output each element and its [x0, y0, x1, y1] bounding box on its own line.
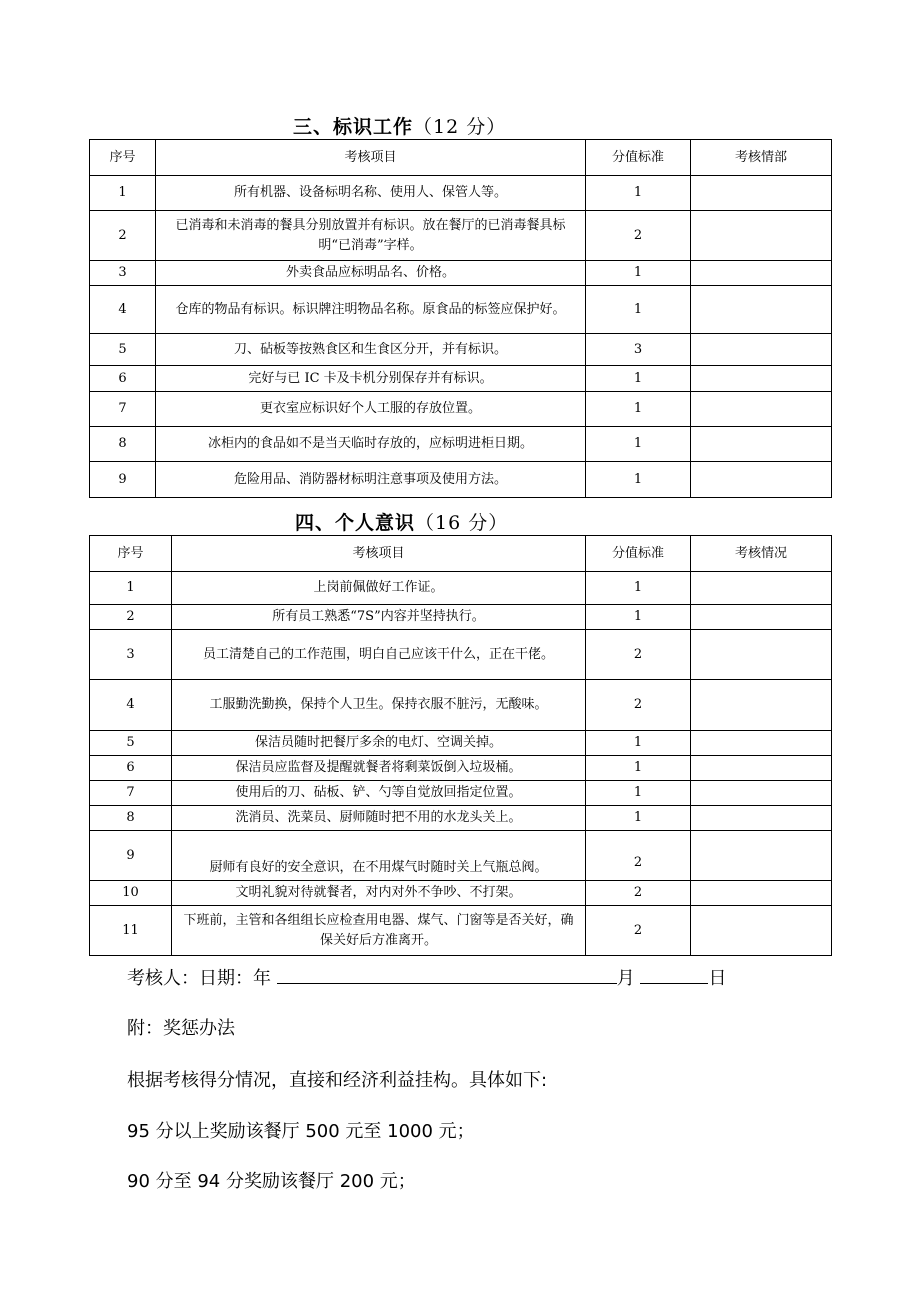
- row-item: 文明礼貌对待就餐者，对内对外不争吵、不打架。: [172, 881, 586, 906]
- row-item: 危险用品、消防器材标明注意事项及使用方法。: [156, 462, 586, 498]
- assessor-date-line: [127, 964, 726, 990]
- day-label: 日: [708, 968, 727, 989]
- basis-text: 根据考核得分情况，直接和经济利益挂构。具体如下:: [127, 1070, 548, 1091]
- row-result: [691, 392, 832, 427]
- row-score: 1: [586, 261, 691, 286]
- row-result: [691, 806, 832, 831]
- row-result: [691, 211, 832, 261]
- row-item: 刀、砧板等按熟食区和生食区分开，并有标识。: [156, 334, 586, 366]
- header-no: 序号: [90, 140, 156, 176]
- table-row: [90, 831, 832, 881]
- row-score: 1: [586, 176, 691, 211]
- row-no: 3: [90, 261, 156, 286]
- day-blank: [640, 965, 708, 984]
- table-header-row: [90, 536, 832, 572]
- row-no: 5: [90, 731, 172, 756]
- section4-title: [295, 508, 508, 535]
- row-score: 2: [586, 881, 691, 906]
- row-item: 更衣室应标识好个人工服的存放位置。: [156, 392, 586, 427]
- header-item: 考核项目: [156, 140, 586, 176]
- row-score: 2: [586, 906, 691, 956]
- table-row: [90, 211, 832, 261]
- section3-title-text: 三、标识工作: [293, 116, 414, 138]
- row-item: 已消毒和未消毒的餐具分别放置并有标识。放在餐厅的已消毒餐具标明“已消毒”字样。: [156, 211, 586, 261]
- section3-title: [293, 112, 506, 139]
- row-no: 9: [90, 462, 156, 498]
- row-score: 1: [586, 366, 691, 392]
- row-no: 8: [90, 427, 156, 462]
- table-row: [90, 605, 832, 630]
- row-score: 1: [586, 286, 691, 334]
- row-no: 5: [90, 334, 156, 366]
- row-item: 厨师有良好的安全意识，在不用煤气时随时关上气瓶总阀。: [172, 831, 586, 881]
- row-result: [691, 176, 832, 211]
- table-row: [90, 261, 832, 286]
- row-score: 1: [586, 781, 691, 806]
- row-item: 保洁员随时把餐厅多余的电灯、空调关掉。: [172, 731, 586, 756]
- section4-points: （16 分）: [415, 512, 509, 534]
- row-item: 工服勤洗勤换，保持个人卫生。保持衣服不脏污，无酸味。: [172, 680, 586, 731]
- row-no: 2: [90, 211, 156, 261]
- header-score: 分值标准: [586, 140, 691, 176]
- table-row: [90, 680, 832, 731]
- row-item: 仓库的物品有标识。标识牌注明物品名称。原食品的标签应保护好。: [156, 286, 586, 334]
- table-header-row: [90, 140, 832, 176]
- month-label: 月: [616, 968, 635, 989]
- row-item: 冰柜内的食品如不是当天临时存放的，应标明进柜日期。: [156, 427, 586, 462]
- appendix-heading: 附：奖惩办法: [127, 1018, 235, 1039]
- row-no: 11: [90, 906, 172, 956]
- row-no: 8: [90, 806, 172, 831]
- section3-table: [89, 139, 832, 498]
- table-row: [90, 334, 832, 366]
- section4-table: [89, 535, 832, 956]
- table-row: [90, 427, 832, 462]
- table-row: [90, 731, 832, 756]
- row-score: 2: [586, 211, 691, 261]
- assessor-label: 考核人：日期：年: [127, 968, 271, 989]
- row-score: 2: [586, 680, 691, 731]
- row-score: 1: [586, 392, 691, 427]
- row-result: [691, 881, 832, 906]
- table-row: [90, 392, 832, 427]
- row-result: [691, 462, 832, 498]
- table-row: [90, 906, 832, 956]
- row-result: [691, 731, 832, 756]
- table-row: [90, 806, 832, 831]
- reward-rule-1: 95 分以上奖励该餐厅 500 元至 1000 元；: [127, 1121, 475, 1142]
- reward-rule-2: 90 分至 94 分奖励该餐厅 200 元；: [127, 1171, 416, 1192]
- header-result: 考核情况: [691, 536, 832, 572]
- row-result: [691, 781, 832, 806]
- row-result: [691, 286, 832, 334]
- row-item: 使用后的刀、砧板、铲、勺等自觉放回指定位置。: [172, 781, 586, 806]
- row-item: 外卖食品应标明品名、价格。: [156, 261, 586, 286]
- row-score: 2: [586, 831, 691, 881]
- row-no: 7: [90, 781, 172, 806]
- row-no: 1: [90, 572, 172, 605]
- row-no: 1: [90, 176, 156, 211]
- year-blank: [277, 965, 617, 984]
- table-row: [90, 881, 832, 906]
- header-no: 序号: [90, 536, 172, 572]
- row-result: [691, 427, 832, 462]
- row-score: 1: [586, 806, 691, 831]
- row-no: 3: [90, 630, 172, 680]
- row-item: 所有机器、设备标明名称、使用人、保管人等。: [156, 176, 586, 211]
- header-item: 考核项目: [172, 536, 586, 572]
- row-no: 4: [90, 286, 156, 334]
- table-row: [90, 366, 832, 392]
- row-item: 所有员工熟悉“7S”内容并坚持执行。: [172, 605, 586, 630]
- table-row: [90, 630, 832, 680]
- table-row: [90, 756, 832, 781]
- row-result: [691, 605, 832, 630]
- section3-points: （12 分）: [413, 116, 507, 138]
- row-score: 1: [586, 427, 691, 462]
- section4-title-text: 四、个人意识: [295, 512, 416, 534]
- row-item: 上岗前佩做好工作证。: [172, 572, 586, 605]
- row-no: 2: [90, 605, 172, 630]
- table-row: [90, 462, 832, 498]
- row-score: 1: [586, 462, 691, 498]
- row-result: [691, 630, 832, 680]
- row-result: [691, 680, 832, 731]
- row-score: 1: [586, 756, 691, 781]
- row-item: 下班前，主管和各组组长应检查用电器、煤气、门窗等是否关好，确保关好后方准离开。: [172, 906, 586, 956]
- row-no: 10: [90, 881, 172, 906]
- row-result: [691, 572, 832, 605]
- row-item: 员工清楚自己的工作范围，明白自己应该干什么，正在干佬。: [172, 630, 586, 680]
- header-score: 分值标准: [586, 536, 691, 572]
- row-no: 4: [90, 680, 172, 731]
- row-no: 6: [90, 756, 172, 781]
- row-score: 1: [586, 731, 691, 756]
- header-result: 考核情部: [691, 140, 832, 176]
- row-result: [691, 756, 832, 781]
- row-result: [691, 906, 832, 956]
- row-result: [691, 334, 832, 366]
- row-result: [691, 831, 832, 881]
- row-score: 1: [586, 605, 691, 630]
- row-result: [691, 261, 832, 286]
- table-row: [90, 781, 832, 806]
- row-item: 完好与已 IC 卡及卡机分别保存并有标识。: [156, 366, 586, 392]
- table-row: [90, 176, 832, 211]
- table-row: [90, 286, 832, 334]
- row-item: 洗消员、洗菜员、厨师随时把不用的水龙头关上。: [172, 806, 586, 831]
- table-row: [90, 572, 832, 605]
- row-no: 7: [90, 392, 156, 427]
- row-score: 3: [586, 334, 691, 366]
- row-score: 1: [586, 572, 691, 605]
- row-no: 9: [90, 831, 172, 881]
- row-result: [691, 366, 832, 392]
- row-no: 6: [90, 366, 156, 392]
- row-score: 2: [586, 630, 691, 680]
- row-item: 保洁员应监督及提醒就餐者将剩菜饭倒入垃圾桶。: [172, 756, 586, 781]
